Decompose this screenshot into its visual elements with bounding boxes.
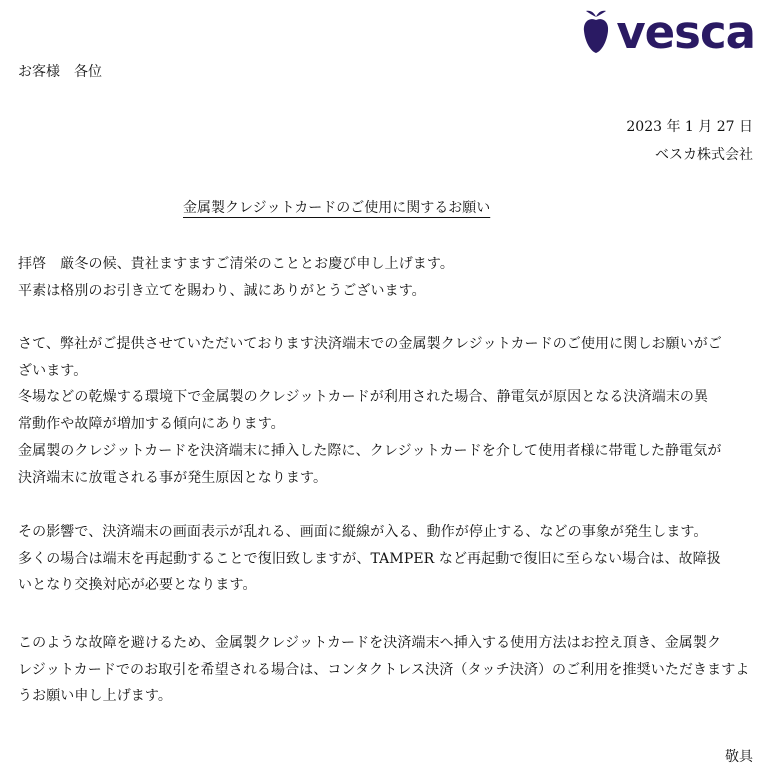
paragraph-line: さて、弊社がご提供させていただいております決済端末での金属製クレジットカードのご使用に関しお願いがご [18, 336, 722, 352]
paragraph-line: ざいます。 [18, 362, 88, 379]
paragraph-line: うお願い申し上げます。 [18, 688, 172, 705]
vesca-fruit-mark-icon [582, 8, 610, 56]
paragraph-line: その影響で、決済端末の画面表示が乱れる、画面に縦線が入る、動作が停止する、などの事象が発生します。 [18, 524, 708, 540]
paragraph-line: 冬場などの乾燥する環境下で金属製のクレジットカードが利用された場合、静電気が原因となる決済端末の異 [18, 389, 709, 406]
paragraph-line: 決済端末に放電される事が発生原因となります。 [18, 469, 328, 486]
closing-salutation: 敬具 [725, 749, 753, 765]
recommendation-paragraph [18, 630, 753, 710]
sender-company: ベスカ株式会社 [655, 147, 753, 163]
greeting-paragraph [18, 251, 753, 304]
vesca-wordmark: vesca [616, 5, 755, 59]
paragraph-line: 拝啓 厳冬の候、貴社ますますご清栄のこととお慶び申し上げます。 [18, 256, 454, 272]
paragraph-line: 常動作や故障が増加する傾向にあります。 [18, 416, 285, 433]
paragraph-line: 金属製のクレジットカードを決済端末に挿入した際に、クレジットカードを介して使用者様に帯電した静電気が [18, 442, 722, 459]
paragraph-line: 平素は格別のお引き立てを賜わり、誠にありがとうございます。 [18, 282, 426, 299]
paragraph-line: このような故障を避けるため、金属製クレジットカードを決済端末へ挿入する使用方法はお控え頂き、金属製ク [18, 635, 722, 651]
impact-paragraph [18, 519, 753, 599]
request-paragraph [18, 331, 753, 491]
notice-title: 金属製クレジットカードのご使用に関するお願い [183, 200, 491, 216]
letter-date: 2023 年 1 月 27 日 [626, 119, 753, 135]
paragraph-line: いとなり交換対応が必要となります。 [18, 577, 257, 594]
vesca-logo [582, 5, 755, 59]
paragraph-line: レジットカードでのお取引を希望される場合は、コンタクトレス決済（タッチ決済）のご利用を推奨いただきますよ [18, 661, 750, 678]
paragraph-line: 多くの場合は端末を再起動することで復旧致しますが、TAMPER など再起動で復旧に至らない場合は、故障扱 [18, 550, 721, 567]
addressee: お客様 各位 [18, 64, 102, 80]
